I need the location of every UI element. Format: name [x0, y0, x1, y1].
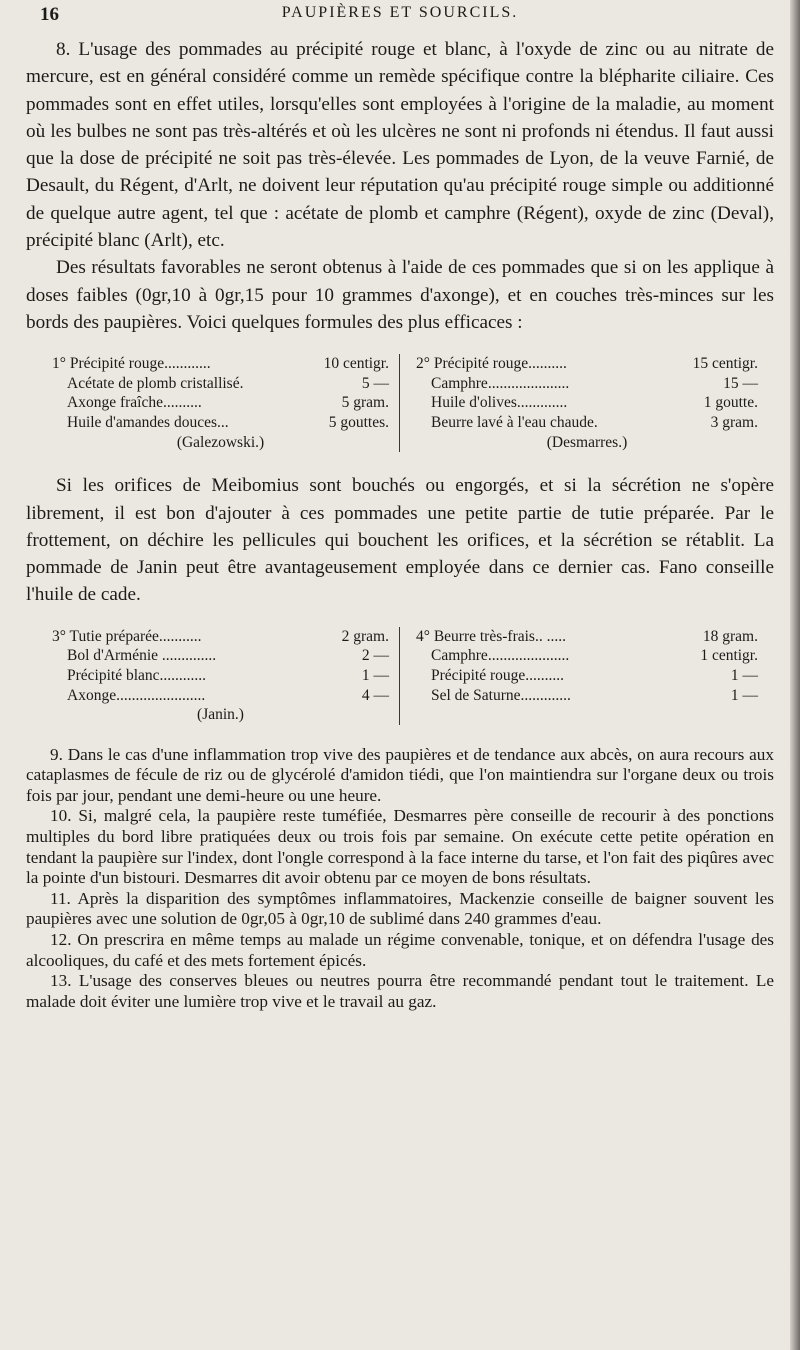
ingredient: Sel de Saturne............. [431, 686, 571, 704]
ingredient: 3° Tutie préparée........... [52, 627, 202, 645]
quantity: 1 — [730, 686, 758, 704]
recipe-line [416, 413, 758, 433]
recipe-author: (Galezowski.) [176, 433, 265, 451]
quantity: 4 — [361, 686, 389, 704]
ingredient: Huile d'olives............. [431, 394, 568, 412]
paragraph-11: 11. Après la disparition des symptômes inflammatoires, Mackenzie conseille de baigner souvent les paupières avec une solution de 0gr,05 à 0gr,10 de sublimé dans 240 grammes d'eau. [26, 888, 774, 929]
running-head: PAUPIÈRES ET SOURCILS. [281, 4, 519, 21]
quantity: 15 — [723, 374, 758, 392]
paragraph-12: 12. On prescrira en même temps au malade un régime convenable, tonique, et on défendra l'usage des alcooliques, du café et des mets fortement épicés. [26, 930, 774, 970]
paragraph-10: 10. Si, malgré cela, la paupière reste tuméfiée, Desmarres père conseille de recourir à des ponctions multiples du bord libre pratiquées deux ou trois fois par semaine. On exécute cette petite opération en tendant la paupière sur l'index, dont l'ongle correspond à la face interne du tarse, et l'on fait des piqûres avec la pointe d'un bistouri. Desmarres dit avoir obtenu par ce moyen de bons résultats. [26, 806, 774, 888]
quantity: 10 centigr. [323, 355, 389, 373]
quantity: 1 goutte. [703, 394, 758, 412]
ingredient: Huile d'amandes douces... [67, 414, 229, 432]
recipe-line [416, 627, 758, 647]
ingredient: Camphre..................... [431, 374, 570, 392]
quantity: 3 gram. [710, 414, 758, 432]
paragraph-8: 8. L'usage des pommades au précipité rouge et blanc, à l'oxyde de zinc ou au nitrate de mercure, est en général considéré comme un remède spécifique contre la blépharite ciliaire. Ces pommades sont en effet utiles, lorsqu'elles sont employées à l'origine de la maladie, au moment où les bulbes ne sont pas très-altérés et où les ulcères ne sont ni profonds ni étendus. Il faut aussi que la dose de précipité ne soit pas très-élevée. Les pommades de Lyon, de la veuve Farnié, de Desault, du Régent, d'Arlt, ne doivent leur réputation qu'au précipité rouge simple ou additionné de quelque autre agent, tel que : acétate de plomb et camphre (Régent), oxyde de zinc (Deval), précipité blanc (Arlt), etc. [26, 39, 774, 252]
ingredient: Beurre lavé à l'eau chaude. [431, 414, 598, 432]
recipe-line [52, 646, 389, 666]
quantity: 1 centigr. [700, 647, 758, 665]
ingredient: Axonge fraîche.......... [67, 394, 202, 412]
quantity: 5 gram. [341, 394, 389, 412]
recipe-line [416, 666, 758, 686]
paragraph-favorable-results: Des résultats favorables ne seront obtenus à l'aide de ces pommades que si on les applique à doses faibles (0gr,10 à 0gr,15 pour 10 grammes d'axonge), et en couches très-minces sur les bords des paupières. Voici quelques formules des plus efficaces : [26, 257, 774, 333]
quantity: 2 gram. [341, 627, 389, 645]
quantity: 2 — [361, 647, 389, 665]
recipe-block-2 [26, 627, 774, 725]
recipe-line [416, 686, 758, 706]
paragraph-9: 9. Dans le cas d'une inflammation trop vive des paupières et de tendance aux abcès, on aura recours aux cataplasmes de fécule de riz ou de glycérolé d'amidon tiédi, que l'on maintiendra sur l'organe deux ou trois fois par jour, pendant une demi-heure ou une heure. [26, 744, 774, 805]
recipe-line [52, 627, 389, 647]
ingredient: Acétate de plomb cristallisé. [67, 374, 244, 392]
ingredient: 1° Précipité rouge............ [52, 355, 211, 373]
recipe-line [416, 374, 758, 394]
recipe-janin [26, 627, 400, 725]
quantity: 15 centigr. [692, 355, 758, 373]
recipe-galezowski [26, 354, 400, 452]
recipe-desmarres [400, 354, 774, 452]
quantity: 1 — [361, 666, 389, 684]
quantity: 5 — [361, 374, 389, 392]
ingredient: Précipité blanc............ [67, 666, 207, 684]
recipe-line [52, 686, 389, 706]
recipe-line [52, 374, 389, 394]
paragraph-meibomius: Si les orifices de Meibomius sont bouchés ou engorgés, et si la sécrétion ne s'opère librement, il est bon d'ajouter à ces pommades une petite partie de tutie préparée. Par le frottement, on déchire les pellicules qui bouchent les orifices, et la sécrétion se rétablit. La pommade de Janin peut être avantageusement employée dans ce dernier cas. Fano conseille l'huile de cade. [26, 475, 774, 606]
page-number: 16 [40, 4, 59, 25]
recipe-line [52, 666, 389, 686]
ingredient: 2° Précipité rouge.......... [416, 355, 567, 373]
recipe-line [52, 354, 389, 374]
recipe-4 [400, 627, 774, 725]
page-edge-shadow [790, 0, 800, 1350]
page-header [26, 0, 774, 36]
recipe-block-1 [26, 354, 774, 452]
ingredient: Axonge....................... [67, 686, 206, 704]
recipe-author: (Desmarres.) [546, 433, 628, 451]
recipe-line [416, 354, 758, 374]
ingredient: 4° Beurre très-frais.. ..... [416, 627, 566, 645]
ingredient: Camphre..................... [431, 647, 570, 665]
recipe-line [52, 393, 389, 413]
ingredient: Précipité rouge.......... [431, 666, 565, 684]
quantity: 18 gram. [702, 627, 758, 645]
recipe-line [416, 393, 758, 413]
ingredient: Bol d'Arménie .............. [67, 647, 217, 665]
quantity: 1 — [730, 666, 758, 684]
recipe-author: (Janin.) [197, 706, 244, 724]
paragraph-13: 13. L'usage des conserves bleues ou neutres pourra être recommandé pendant tout le traitement. Le malade doit éviter une lumière trop vive et le travail au gaz. [26, 971, 774, 1011]
recipe-line [416, 646, 758, 666]
quantity: 5 gouttes. [328, 414, 389, 432]
recipe-line [52, 413, 389, 433]
